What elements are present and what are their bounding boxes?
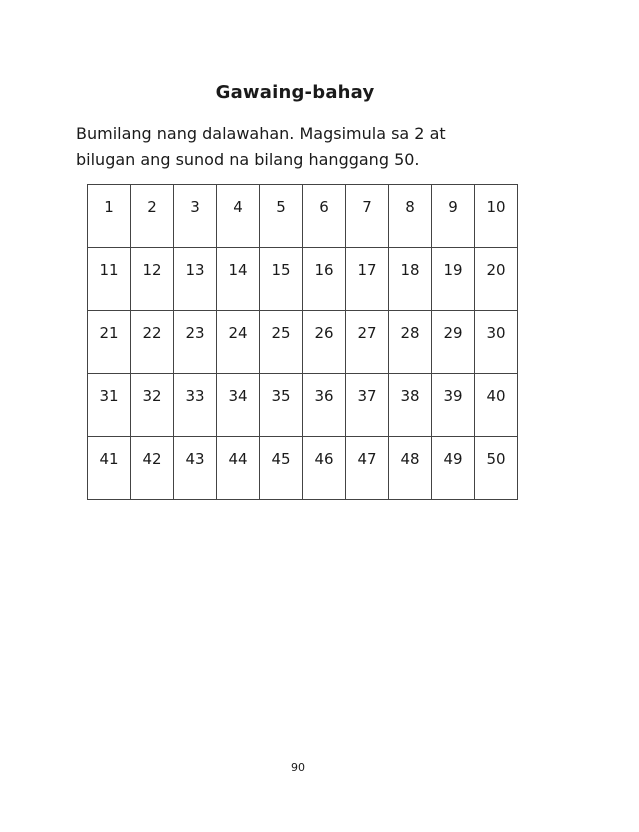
grid-cell-number: 26 <box>314 324 334 342</box>
grid-cell[interactable] <box>432 437 475 500</box>
grid-cell[interactable] <box>389 311 432 374</box>
grid-cell-number: 27 <box>357 324 377 342</box>
grid-cell[interactable] <box>131 374 174 437</box>
grid-cell[interactable] <box>260 311 303 374</box>
grid-cell[interactable] <box>389 185 432 248</box>
grid-cell[interactable] <box>432 248 475 311</box>
grid-cell-number: 49 <box>443 450 463 468</box>
grid-cell-number: 16 <box>314 261 334 279</box>
grid-cell[interactable] <box>346 185 389 248</box>
grid-cell-number: 32 <box>142 387 162 405</box>
grid-cell-number: 46 <box>314 450 334 468</box>
grid-cell[interactable] <box>217 311 260 374</box>
grid-cell-number: 36 <box>314 387 334 405</box>
grid-cell[interactable] <box>475 185 518 248</box>
grid-cell-number: 18 <box>400 261 420 279</box>
grid-cell-number: 38 <box>400 387 420 405</box>
grid-cell[interactable] <box>389 248 432 311</box>
number-grid-body <box>88 185 518 500</box>
grid-cell-number: 5 <box>276 198 286 216</box>
grid-cell-number: 39 <box>443 387 463 405</box>
grid-cell-number: 6 <box>319 198 329 216</box>
grid-cell-number: 35 <box>271 387 291 405</box>
grid-cell[interactable] <box>260 437 303 500</box>
grid-row <box>88 311 518 374</box>
grid-cell-number: 25 <box>271 324 291 342</box>
grid-cell-number: 47 <box>357 450 377 468</box>
grid-cell[interactable] <box>260 374 303 437</box>
grid-cell[interactable] <box>432 185 475 248</box>
grid-cell[interactable] <box>88 311 131 374</box>
grid-cell-number: 43 <box>185 450 205 468</box>
grid-cell-number: 28 <box>400 324 420 342</box>
grid-cell-number: 3 <box>190 198 200 216</box>
grid-cell[interactable] <box>389 437 432 500</box>
grid-cell[interactable] <box>217 374 260 437</box>
grid-cell[interactable] <box>131 248 174 311</box>
grid-cell[interactable] <box>432 374 475 437</box>
grid-cell[interactable] <box>131 437 174 500</box>
grid-cell-number: 23 <box>185 324 205 342</box>
grid-cell[interactable] <box>174 374 217 437</box>
grid-cell[interactable] <box>131 185 174 248</box>
grid-cell[interactable] <box>88 437 131 500</box>
grid-cell-number: 7 <box>362 198 372 216</box>
grid-cell[interactable] <box>217 248 260 311</box>
grid-cell[interactable] <box>303 437 346 500</box>
grid-cell[interactable] <box>346 311 389 374</box>
grid-cell[interactable] <box>475 374 518 437</box>
grid-cell[interactable] <box>88 248 131 311</box>
grid-cell[interactable] <box>260 185 303 248</box>
grid-cell-number: 24 <box>228 324 248 342</box>
grid-cell[interactable] <box>432 311 475 374</box>
grid-cell-number: 41 <box>99 450 119 468</box>
grid-cell-number: 37 <box>357 387 377 405</box>
grid-cell[interactable] <box>475 311 518 374</box>
grid-cell[interactable] <box>260 248 303 311</box>
grid-cell[interactable] <box>303 311 346 374</box>
grid-cell-number: 4 <box>233 198 243 216</box>
grid-cell-number: 21 <box>99 324 119 342</box>
grid-row <box>88 374 518 437</box>
grid-cell-number: 29 <box>443 324 463 342</box>
grid-cell-number: 48 <box>400 450 420 468</box>
grid-cell[interactable] <box>475 437 518 500</box>
instruction-line-2: bilugan ang sunod na bilang hanggang 50. <box>76 150 420 169</box>
grid-cell-number: 42 <box>142 450 162 468</box>
grid-cell[interactable] <box>303 248 346 311</box>
grid-cell-number: 17 <box>357 261 377 279</box>
grid-cell-number: 30 <box>486 324 506 342</box>
page-number: 90 <box>291 761 305 774</box>
grid-cell[interactable] <box>475 248 518 311</box>
grid-cell-number: 40 <box>486 387 506 405</box>
grid-cell-number: 19 <box>443 261 463 279</box>
grid-cell[interactable] <box>346 374 389 437</box>
grid-cell[interactable] <box>88 185 131 248</box>
grid-cell-number: 44 <box>228 450 248 468</box>
number-grid <box>87 184 518 500</box>
grid-cell[interactable] <box>217 437 260 500</box>
grid-cell-number: 20 <box>486 261 506 279</box>
grid-cell[interactable] <box>346 248 389 311</box>
grid-cell-number: 31 <box>99 387 119 405</box>
grid-cell[interactable] <box>174 185 217 248</box>
grid-cell-number: 8 <box>405 198 415 216</box>
grid-cell-number: 12 <box>142 261 162 279</box>
grid-cell[interactable] <box>346 437 389 500</box>
instruction-line-1: Bumilang nang dalawahan. Magsimula sa 2 at <box>76 124 446 143</box>
page-title: Gawaing-bahay <box>215 82 375 103</box>
grid-cell-number: 45 <box>271 450 291 468</box>
grid-cell[interactable] <box>174 248 217 311</box>
grid-cell[interactable] <box>88 374 131 437</box>
grid-cell-number: 15 <box>271 261 291 279</box>
grid-cell[interactable] <box>217 185 260 248</box>
grid-cell-number: 22 <box>142 324 162 342</box>
grid-cell[interactable] <box>174 437 217 500</box>
grid-cell-number: 11 <box>99 261 119 279</box>
grid-cell[interactable] <box>389 374 432 437</box>
grid-row <box>88 437 518 500</box>
grid-cell-number: 13 <box>185 261 205 279</box>
grid-cell-number: 9 <box>448 198 458 216</box>
grid-cell[interactable] <box>131 311 174 374</box>
grid-cell-number: 14 <box>228 261 248 279</box>
grid-cell-number: 34 <box>228 387 248 405</box>
grid-cell-number: 10 <box>486 198 506 216</box>
instructions <box>76 121 556 173</box>
grid-row <box>88 185 518 248</box>
grid-cell-number: 2 <box>147 198 157 216</box>
grid-cell-number: 1 <box>104 198 114 216</box>
grid-cell[interactable] <box>303 374 346 437</box>
grid-cell-number: 33 <box>185 387 205 405</box>
grid-cell-number: 50 <box>486 450 506 468</box>
grid-row <box>88 248 518 311</box>
grid-cell[interactable] <box>303 185 346 248</box>
grid-cell[interactable] <box>174 311 217 374</box>
